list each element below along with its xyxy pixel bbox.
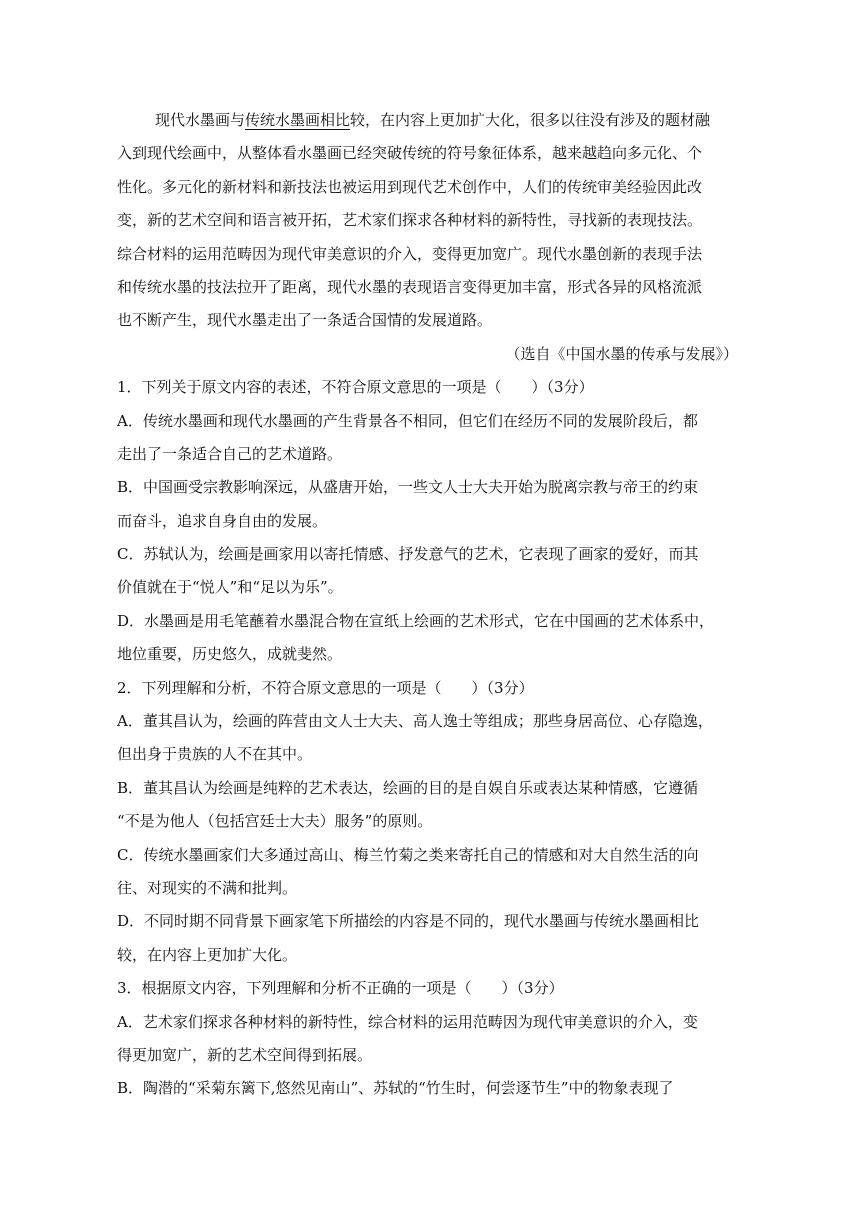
- option-line: 而奋斗，追求自身自由的发展。: [117, 511, 328, 530]
- option-line: 往、对现实的不满和批判。: [117, 878, 298, 897]
- document-content: [117, 104, 740, 1106]
- option-line: B．董其昌认为绘画是纯粹的艺术表达，绘画的目的是自娱自乐或表达某种情感，它遵循: [117, 778, 699, 797]
- passage-line: 综合材料的运用范畴因为现代审美意识的介入，变得更加宽广。现代水墨创新的表现手法: [117, 244, 703, 263]
- passage-line: 变，新的艺术空间和语言被开拓，艺术家们探求各种材料的新特性，寻找新的表现技法。: [117, 211, 703, 230]
- option-line: 走出了一条适合自己的艺术道路。: [117, 444, 343, 463]
- option-line: 地位重要，历史悠久，成就斐然。: [117, 645, 343, 664]
- passage-line: 性化。多元化的新材料和新技法也被运用到现代艺术创作中，人们的传统审美经验因此改: [117, 177, 703, 196]
- option-line: 较，在内容上更加扩大化。: [117, 945, 298, 964]
- passage-line: 也不断产生，现代水墨走出了一条适合国情的发展道路。: [117, 311, 493, 330]
- question-stem: 3．根据原文内容，下列理解和分析不正确的一项是（ ）（3分）: [117, 979, 564, 998]
- passage-line: 入到现代绘画中，从整体看水墨画已经突破传统的符号象征体系，越来越趋向多元化、个: [117, 144, 703, 163]
- option-line: C．传统水墨画家们大多通过高山、梅兰竹菊之类来寄托自己的情感和对大自然生活的向: [117, 845, 699, 864]
- passage-line: [117, 104, 740, 137]
- question-stem: 1．下列关于原文内容的表述，不符合原文意思的一项是（ ）（3分）: [117, 378, 594, 397]
- option-line: A．艺术家们探求各种材料的新特性，综合材料的运用范畴因为现代审美意识的介入，变: [117, 1012, 698, 1031]
- option-line: B．陶潜的“采菊东篱下,悠然见南山”、苏轼的“竹生时，何尝逐节生”中的物象表现了: [117, 1079, 674, 1098]
- option-line: “不是为他人（包括宫廷士大夫）服务”的原则。: [117, 812, 433, 831]
- option-line: D．水墨画是用毛笔蘸着水墨混合物在宣纸上绘画的艺术形式，它在中国画的艺术体系中，: [117, 611, 715, 630]
- passage-text: 较，在内容上更加扩大化，很多以往没有涉及的题材融: [350, 111, 711, 129]
- option-line: A．传统水墨画和现代水墨画的产生背景各不相同，但它们在经历不同的发展阶段后，都: [117, 411, 698, 430]
- passage-line: 和传统水墨的技法拉开了距离，现代水墨的表现语言变得更加丰富，形式各异的风格流派: [117, 277, 703, 296]
- question-stem: 2．下列理解和分析，不符合原文意思的一项是（ ）（3分）: [117, 678, 534, 697]
- option-line: 价值就在于“悦人”和“足以为乐”。: [117, 578, 343, 597]
- passage-text: 现代水墨画与: [155, 111, 246, 129]
- option-line: C．苏轼认为，绘画是画家用以寄托情感、抒发意气的艺术，它表现了画家的爱好，而其: [117, 545, 699, 564]
- option-line: B．中国画受宗教影响深远，从盛唐开始，一些文人士大夫开始为脱离宗教与帝王的约束: [117, 478, 699, 497]
- option-line: 得更加宽广，新的艺术空间得到拓展。: [117, 1045, 373, 1064]
- option-line: D．不同时期不同背景下画家笔下所描绘的内容是不同的，现代水墨画与传统水墨画相比: [117, 912, 700, 931]
- option-line: A．董其昌认为，绘画的阵营由文人士大夫、高人逸士等组成；那些身居高位、心存隐逸，: [117, 712, 713, 731]
- underlined-text: 传统水墨画相比: [245, 111, 351, 129]
- passage-source: （选自《中国水墨的传承与发展》）: [505, 344, 738, 363]
- option-line: 但出身于贵族的人不在其中。: [117, 745, 313, 764]
